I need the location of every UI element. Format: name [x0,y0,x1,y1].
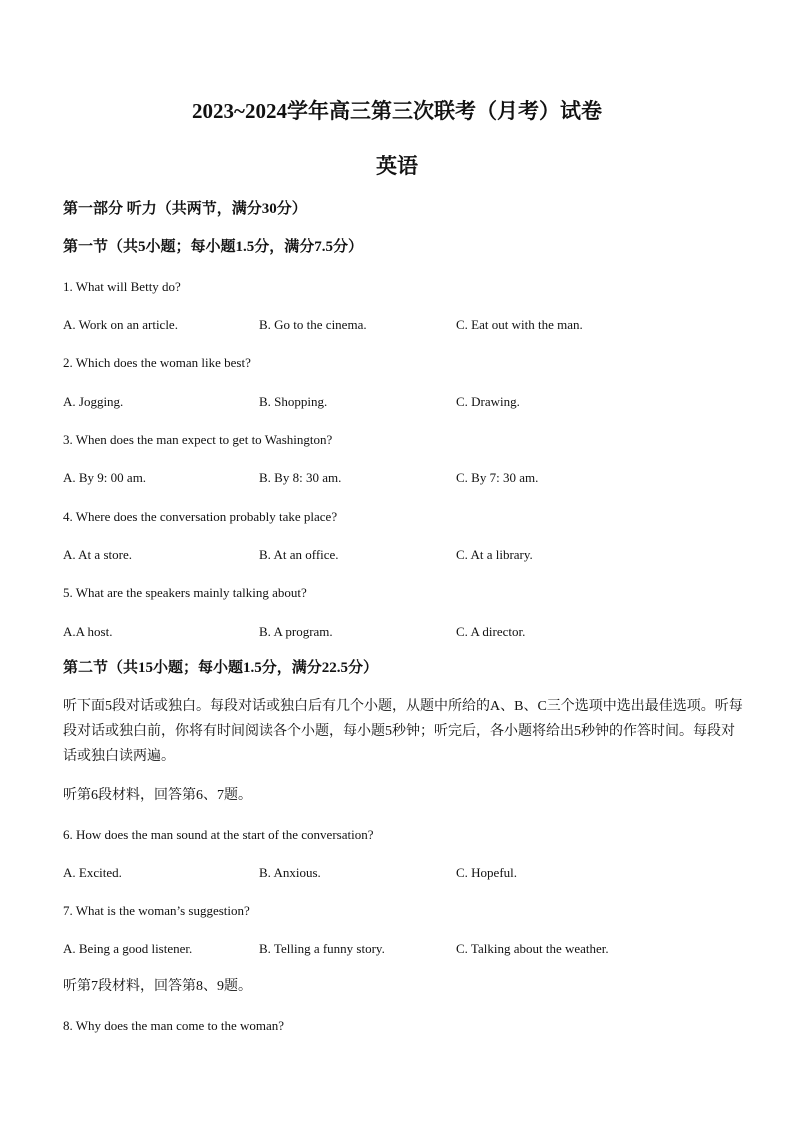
q2-option-b: B. Shopping. [259,394,328,409]
q5-option-c: C. A director. [456,624,526,639]
question-6: 6. How does the man sound at the start of the conversation? [63,827,374,842]
question-5: 5. What are the speakers mainly talking about? [63,585,307,600]
section2-heading: 第二节（共15小题；每小题1.5分，满分22.5分） [63,660,379,676]
question-1: 1. What will Betty do? [63,279,181,294]
q6-option-c: C. Hopeful. [456,865,518,880]
q5-option-a: A.A host. [63,624,113,639]
part1-heading: 第一部分 听力（共两节，满分30分） [63,201,307,217]
q5-option-b: B. A program. [259,624,333,639]
q4-option-a: A. At a store. [63,547,132,562]
q3-option-c: C. By 7: 30 am. [456,470,539,485]
material-7-note: 听第7段材料，回答第8、9题。 [63,979,252,994]
q1-option-a: A. Work on an article. [63,317,178,332]
q6-option-a: A. Excited. [63,865,122,880]
q3-option-a: A. By 9: 00 am. [63,470,147,485]
section2-instructions: 听下面5段对话或独白。每段对话或独白后有几个小题，从题中所给的A、B、C三个选项中选出最佳选项。听每段对话或独白前，你将有时间阅读各个小题，每小题5秒钟；听完后，各小题将给出5秒钟的作答时间。每段对话或独白读两遍。 [63,699,743,764]
section1-heading: 第一节（共5小题；每小题1.5分，满分7.5分） [63,239,364,255]
question-8: 8. Why does the man come to the woman? [63,1018,285,1033]
q7-option-b: B. Telling a funny story. [259,941,385,956]
q1-option-b: B. Go to the cinema. [259,317,367,332]
question-3: 3. When does the man expect to get to Washington? [63,432,333,447]
q4-option-c: C. At a library. [456,547,533,562]
q1-option-c: C. Eat out with the man. [456,317,583,332]
q2-option-a: A. Jogging. [63,394,124,409]
exam-title: 2023~2024学年高三第三次联考（月考）试卷 [192,99,602,123]
subject-title: 英语 [376,154,418,178]
q3-option-b: B. By 8: 30 am. [259,470,342,485]
q7-option-c: C. Talking about the weather. [456,941,609,956]
q7-option-a: A. Being a good listener. [63,941,193,956]
q4-option-b: B. At an office. [259,547,339,562]
question-2: 2. Which does the woman like best? [63,355,251,370]
q2-option-c: C. Drawing. [456,394,520,409]
question-7: 7. What is the woman’s suggestion? [63,903,250,918]
material-6-note: 听第6段材料，回答第6、7题。 [63,788,252,803]
question-4: 4. Where does the conversation probably take place? [63,509,338,524]
q6-option-b: B. Anxious. [259,865,321,880]
